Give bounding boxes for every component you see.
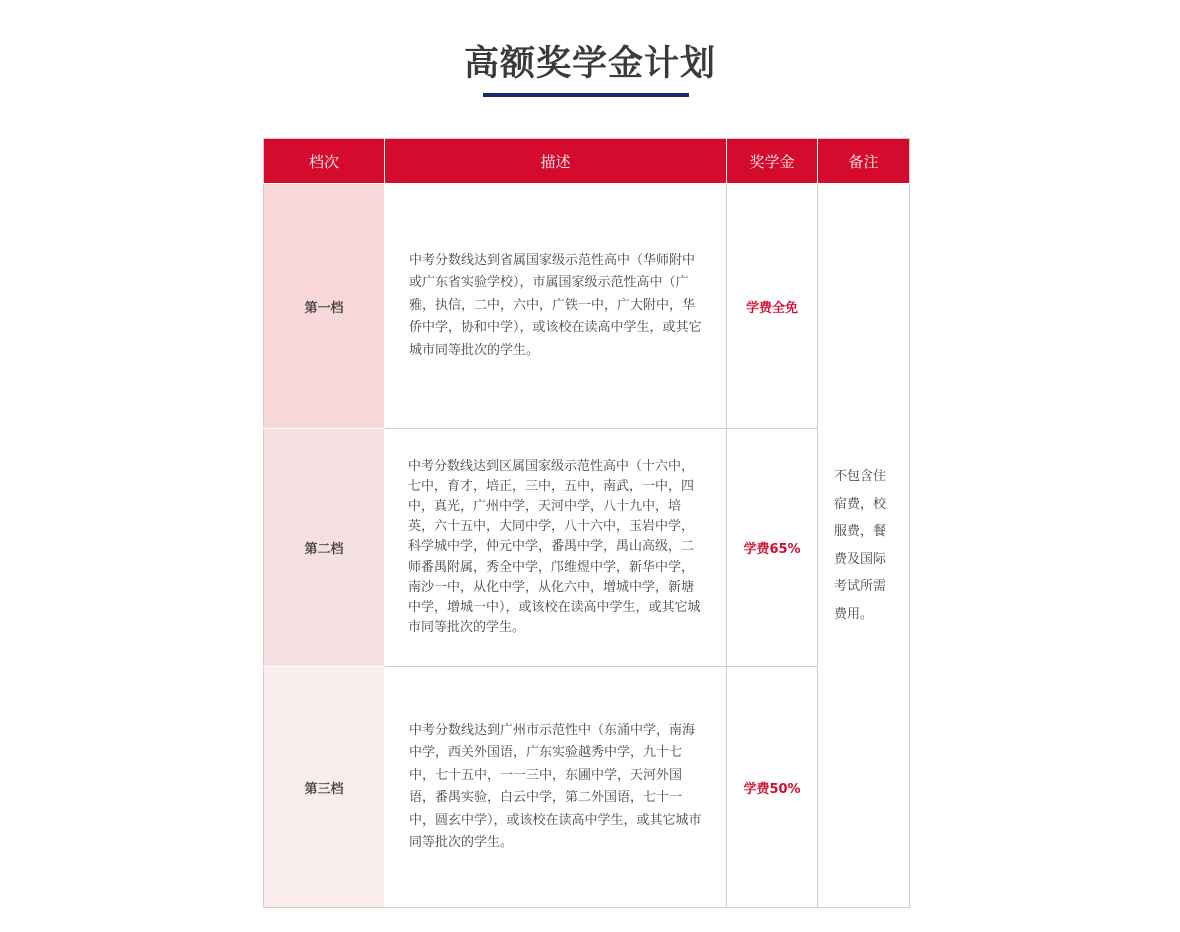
tier-label: 第三档 <box>264 667 385 908</box>
tier-label: 第一档 <box>264 184 385 429</box>
tier-description: 中考分数线达到广州市示范性中（东涌中学，南海中学，西关外国语，广东实验越秀中学，九十七中，七十五中，一一三中，东圃中学，天河外国语，番禺实验，白云中学，第二外国语，七十一中，圆玄中学），或该校在读高中学生，或其它城市同等批次的学生。 <box>409 722 702 850</box>
header-description: 描述 <box>385 139 727 184</box>
tier-description-cell <box>385 667 727 908</box>
scholarship-table-container <box>263 138 910 908</box>
header-remarks: 备注 <box>818 139 910 184</box>
page-title: 高额奖学金计划 <box>463 44 716 84</box>
tier-description-cell <box>385 184 727 429</box>
table-row <box>264 667 910 908</box>
title-underline <box>483 93 689 97</box>
header-tier: 档次 <box>264 139 385 184</box>
table-row <box>264 184 910 429</box>
tier-description-cell <box>385 429 727 667</box>
scholarship-amount: 学费全免 <box>727 184 818 429</box>
scholarship-table <box>263 138 910 908</box>
table-header-row <box>264 139 910 184</box>
tier-label: 第二档 <box>264 429 385 667</box>
tier-description: 中考分数线达到省属国家级示范性高中（华师附中或广东省实验学校），市属国家级示范性高中（广雅，执信，二中，六中，广铁一中，广大附中，华侨中学，协和中学），或该校在读高中学生，或其它城市同等批次的学生。 <box>409 252 702 358</box>
header-scholarship: 奖学金 <box>727 139 818 184</box>
tier-description: 中考分数线达到区属国家级示范性高中（十六中，七中，育才，培正，三中，五中，南武，一中，四中，真光，广州中学，天河中学，八十九中，培英，六十五中，大同中学，八十六中，玉岩中学，科学城中学，仲元中学，番禺中学，禺山高级，二师番禺附属，秀全中学，邝维煜中学，新华中学，南沙一中，从化中学，从化六中，增城中学，新塘中学，增城一中），或该校在读高中学生，或其它城市同等批次的学生。 <box>408 458 701 636</box>
scholarship-amount: 学费50% <box>727 667 818 908</box>
scholarship-amount: 学费65% <box>727 429 818 667</box>
remarks-text: 不包含住宿费，校服费，餐费及国际考试所需费用。 <box>834 469 887 622</box>
table-row <box>264 429 910 667</box>
remarks-cell <box>818 184 910 908</box>
